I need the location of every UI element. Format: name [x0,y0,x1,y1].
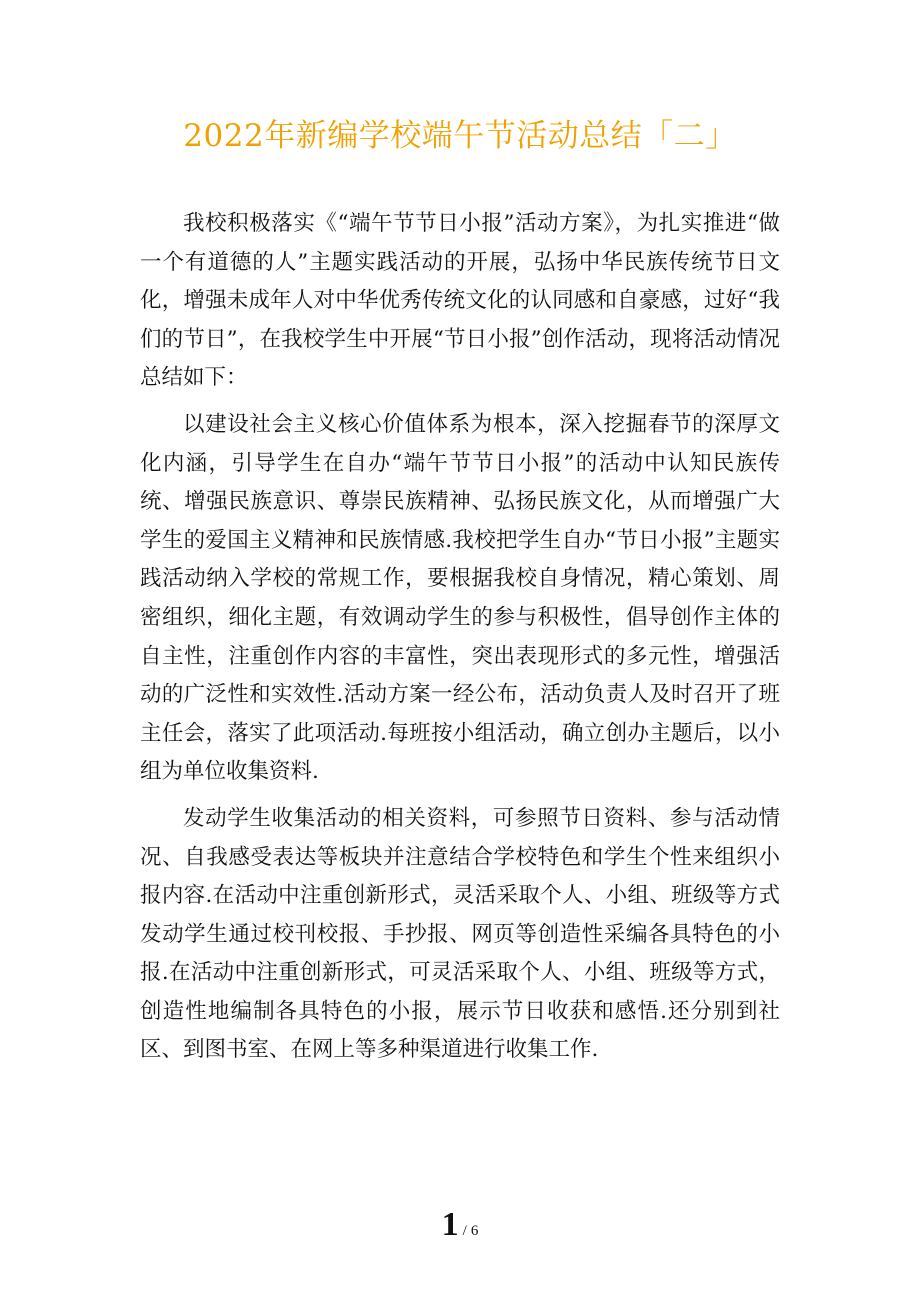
document-body [140,205,780,1078]
page-indicator [0,1206,920,1244]
paragraph-1: 我校积极落实《“端午节节日小报”活动方案》，为扎实推进“做一个有道德的人”主题实践活动的开展，弘扬中华民族传统节日文化，增强未成年人对中华优秀传统文化的认同感和自豪感，过好“我们的节日”，在我校学生中开展“节日小报”创作活动，现将活动情况总结如下： [140,211,780,391]
total-pages: 6 [470,1223,479,1239]
current-page-number: 1 [441,1206,459,1243]
page-separator: / [462,1223,467,1239]
paragraph-2: 以建设社会主义核心价值体系为根本，深入挖掘春节的深厚文化内涵，引导学生在自办“端午节节日小报”的活动中认知民族传统、增强民族意识、尊崇民族精神、弘扬民族文化，从而增强广大学生的爱国主义精神和民族情感.我校把学生自办“节日小报”主题实践活动纳入学校的常规工作，要根据我校自身情况，精心策划、周密组织，细化主题，有效调动学生的参与积极性，倡导创作主体的自主性，注重创作内容的丰富性，突出表现形式的多元性，增强活动的广泛性和实效性.活动方案一经公布，活动负责人及时召开了班主任会，落实了此项活动.每班按小组活动，确立创办主题后，以小组为单位收集资料. [140,411,780,785]
paragraph-3: 发动学生收集活动的相关资料，可参照节日资料、参与活动情况、自我感受表达等板块并注意结合学校特色和学生个性来组织小报内容.在活动中注重创新形式，灵活采取个人、小组、班级等方式发动学生通过校刊校报、手抄报、网页等创造性采编各具特色的小报.在活动中注重创新形式，可灵活采取个人、小组、班级等方式，创造性地编制各具特色的小报，展示节日收获和感悟.还分别到社区、到图书室、在网上等多种渠道进行收集工作. [140,805,780,1063]
document-title: 2022年新编学校端午节活动总结「二」 [183,118,737,154]
